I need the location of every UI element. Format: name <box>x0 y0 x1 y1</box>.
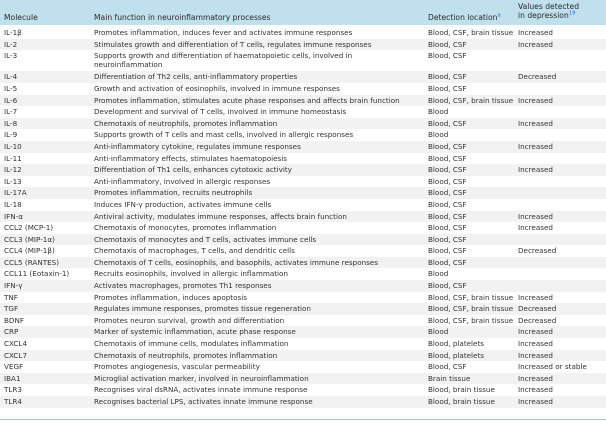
table-row <box>0 268 606 280</box>
cell-molecule: IL-17A <box>4 188 27 198</box>
cell-value: Decreased <box>518 246 557 256</box>
table-row <box>0 211 606 223</box>
cell-molecule: IL-3 <box>4 51 18 61</box>
table-row <box>0 280 606 292</box>
cell-location: Blood, CSF <box>428 83 467 93</box>
cell-value: Increased <box>518 141 553 151</box>
cell-molecule: TLR4 <box>4 397 22 406</box>
table-row <box>0 153 606 165</box>
cell-molecule: IFN-γ <box>4 281 23 291</box>
cell-location: Blood, CSF <box>428 39 467 49</box>
table-row <box>0 303 606 315</box>
cell-function: Promotes angiogenesis, vascular permeability <box>94 362 260 372</box>
cell-molecule: IBA1 <box>4 373 21 383</box>
footnote-a-link[interactable]: a <box>497 12 501 19</box>
header-location <box>428 13 501 22</box>
cell-function: Chemotaxis of macrophages, T cells, and dendritic cells <box>94 246 295 256</box>
table-row <box>0 27 606 39</box>
table-row <box>0 292 606 304</box>
cell-molecule: CXCL4 <box>4 339 28 349</box>
cell-value: Increased <box>518 95 553 105</box>
table-row <box>0 245 606 257</box>
cell-location: Blood, CSF, brain tissue <box>428 304 514 314</box>
cell-value: Increased <box>518 39 553 49</box>
cell-function: Growth and activation of eosinophils, involved in immune responses <box>94 83 340 93</box>
table-row <box>0 373 606 385</box>
cell-value: Decreased <box>518 304 557 314</box>
header-location-label: Detection location <box>428 13 498 22</box>
cell-function: Regulates immune responses, promotes tissue regeneration <box>94 304 311 314</box>
table-header <box>0 0 606 25</box>
table-row <box>0 315 606 327</box>
cell-function: Promotes inflammation, induces fever and activates immune responses <box>94 28 353 37</box>
cell-value: Increased <box>518 397 553 406</box>
table-row <box>0 234 606 246</box>
table-row <box>0 129 606 141</box>
cell-location: Blood, CSF <box>428 72 467 82</box>
cell-molecule: CCL2 (MCP-1) <box>4 223 54 233</box>
cell-molecule: CCL4 (MIP-1β) <box>4 246 55 256</box>
header-molecule: Molecule <box>4 13 38 22</box>
cell-value: Increased <box>518 223 553 233</box>
cell-location: Blood, CSF <box>428 211 467 221</box>
table-row <box>0 39 606 51</box>
table-row <box>0 71 606 83</box>
cell-molecule: IL-18 <box>4 199 22 209</box>
cell-function: Anti-inflammatory effects, stimulates haematopoiesis <box>94 153 288 163</box>
cell-molecule: CCL5 (RANTES) <box>4 257 59 267</box>
cell-molecule: IL-8 <box>4 118 18 128</box>
cell-molecule: IL-6 <box>4 95 18 105</box>
cell-value: Decreased <box>518 315 557 325</box>
table-row <box>0 83 606 95</box>
cell-value: Increased or stable <box>518 362 587 372</box>
cell-function: Promotes inflammation, stimulates acute phase responses and affects brain function <box>94 95 400 105</box>
cell-molecule: IL-10 <box>4 141 22 151</box>
cell-location: Blood, CSF <box>428 234 467 244</box>
cell-function: Recognises viral dsRNA, activates innate immune response <box>94 385 308 395</box>
cell-location: Blood, brain tissue <box>428 397 495 406</box>
cell-molecule: IFN-α <box>4 211 23 221</box>
header-values-line2: in depression <box>518 11 569 21</box>
cell-function: Development and survival of T cells, involved in immune homeostasis <box>94 107 347 117</box>
cell-value: Increased <box>518 165 553 175</box>
table-row <box>0 384 606 396</box>
cell-function: Anti-inflammatory, involved in allergic responses <box>94 176 271 186</box>
table-row <box>0 187 606 199</box>
cell-function: Supports growth of T cells and mast cells, involved in allergic responses <box>94 130 354 140</box>
table-row <box>0 95 606 107</box>
cell-molecule: BDNF <box>4 315 24 325</box>
cell-molecule: IL-12 <box>4 165 22 175</box>
cell-location: Blood, CSF <box>428 246 467 256</box>
table-row <box>0 361 606 373</box>
cell-molecule: CRP <box>4 327 19 337</box>
table-bottom-rule <box>0 419 606 420</box>
cell-molecule: CCL11 (Eotaxin-1) <box>4 269 70 279</box>
cell-location: Blood, CSF <box>428 153 467 163</box>
header-function: Main function in neuroinflammatory processes <box>94 13 271 22</box>
cell-function: Differentiation of Th1 cells, enhances cytotoxic activity <box>94 165 292 175</box>
table-row <box>0 396 606 408</box>
table-row <box>0 326 606 338</box>
cell-function: Recruits eosinophils, involved in allergic inflammation <box>94 269 289 279</box>
cell-function: Recognises bacterial LPS, activates innate immune response <box>94 397 313 406</box>
cell-location: Blood, CSF, brain tissue <box>428 28 514 37</box>
table-row <box>0 257 606 269</box>
cell-location: Blood, CSF <box>428 257 467 267</box>
cell-function: Supports growth and differentiation of haematopoietic cells, involved in neuroinflammation <box>94 51 353 70</box>
cell-location: Blood, platelets <box>428 350 485 360</box>
cell-molecule: CXCL7 <box>4 350 28 360</box>
cell-location: Blood <box>428 107 449 117</box>
cell-value: Decreased <box>518 72 557 82</box>
table-row <box>0 141 606 153</box>
cell-location: Blood, CSF <box>428 176 467 186</box>
cell-location: Blood, CSF <box>428 199 467 209</box>
cell-function: Promotes inflammation, induces apoptosis <box>94 292 248 302</box>
cell-molecule: IL-11 <box>4 153 22 163</box>
cell-location: Blood, CSF <box>428 362 467 372</box>
cell-location: Blood, brain tissue <box>428 385 495 395</box>
cell-location: Blood, CSF <box>428 51 467 61</box>
cell-location: Blood, CSF, brain tissue <box>428 292 514 302</box>
cell-molecule: IL-4 <box>4 72 18 82</box>
cell-molecule: IL-1β <box>4 28 22 37</box>
cell-location: Blood <box>428 130 449 140</box>
cell-location: Blood, platelets <box>428 339 485 349</box>
cell-value: Increased <box>518 292 553 302</box>
cell-location: Blood, CSF <box>428 281 467 291</box>
cell-value: Increased <box>518 385 553 395</box>
table-row <box>0 164 606 176</box>
table-row <box>0 199 606 211</box>
cell-function: Stimulates growth and differentiation of T cells, regulates immune responses <box>94 39 372 49</box>
cell-location: Blood, CSF <box>428 165 467 175</box>
table-row <box>0 50 606 71</box>
cell-value: Increased <box>518 350 553 360</box>
cell-value: Increased <box>518 339 553 349</box>
cell-location: Brain tissue <box>428 373 471 383</box>
cell-molecule: CCL3 (MIP-1α) <box>4 234 55 244</box>
table-row <box>0 176 606 188</box>
cell-function: Antiviral activity, modulates immune responses, affects brain function <box>94 211 347 221</box>
cell-molecule: TGF <box>4 304 19 314</box>
reference-19-link[interactable]: 19 <box>568 10 576 17</box>
cell-value: Increased <box>518 118 553 128</box>
cell-function: Anti-inflammatory cytokine, regulates immune responses <box>94 141 301 151</box>
cell-molecule: IL-7 <box>4 107 18 117</box>
table-row <box>0 338 606 350</box>
cell-function: Marker of systemic inflammation, acute phase response <box>94 327 296 337</box>
cell-location: Blood, CSF, brain tissue <box>428 95 514 105</box>
cell-function: Chemotaxis of monocytes, promotes inflammation <box>94 223 277 233</box>
table-row <box>0 222 606 234</box>
cell-function: Chemotaxis of neutrophils, promotes inflammation <box>94 118 278 128</box>
cell-molecule: IL-5 <box>4 83 18 93</box>
cell-function: Induces IFN-γ production, activates immune cells <box>94 199 272 209</box>
table-row <box>0 350 606 362</box>
cell-molecule: TNF <box>4 292 18 302</box>
table-row <box>0 106 606 118</box>
cell-location: Blood <box>428 269 449 279</box>
cell-location: Blood, CSF, brain tissue <box>428 315 514 325</box>
cell-function: Chemotaxis of monocytes and T cells, activates immune cells <box>94 234 317 244</box>
cell-value: Increased <box>518 373 553 383</box>
cell-molecule: IL-9 <box>4 130 18 140</box>
cell-location: Blood, CSF <box>428 141 467 151</box>
cell-molecule: TLR3 <box>4 385 22 395</box>
table-row <box>0 118 606 130</box>
cell-molecule: IL-13 <box>4 176 22 186</box>
cell-location: Blood, CSF <box>428 118 467 128</box>
cell-function: Chemotaxis of immune cells, modulates inflammation <box>94 339 289 349</box>
cell-location: Blood <box>428 327 449 337</box>
cell-value: Increased <box>518 211 553 221</box>
cell-function: Promotes inflammation, recruits neutrophils <box>94 188 253 198</box>
cell-function: Promotes neuron survival, growth and differentiation <box>94 315 285 325</box>
cell-molecule: VEGF <box>4 362 24 372</box>
cell-function: Activates macrophages, promotes Th1 responses <box>94 281 272 291</box>
header-values-line1: Values detected <box>518 2 580 11</box>
cell-molecule: IL-2 <box>4 39 18 49</box>
cell-function: Differentiation of Th2 cells, anti-inflammatory properties <box>94 72 298 82</box>
cell-function: Chemotaxis of neutrophils, promotes inflammation <box>94 350 278 360</box>
cell-function: Microglial activation marker, involved in neuroinflammation <box>94 373 309 383</box>
cell-function: Chemotaxis of T cells, eosinophils, and basophils, activates immune responses <box>94 257 379 267</box>
table-body <box>0 27 606 408</box>
cell-location: Blood, CSF <box>428 188 467 198</box>
cell-location: Blood, CSF <box>428 223 467 233</box>
header-values <box>518 2 579 20</box>
cell-value: Increased <box>518 327 553 337</box>
cell-value: Increased <box>518 28 553 37</box>
